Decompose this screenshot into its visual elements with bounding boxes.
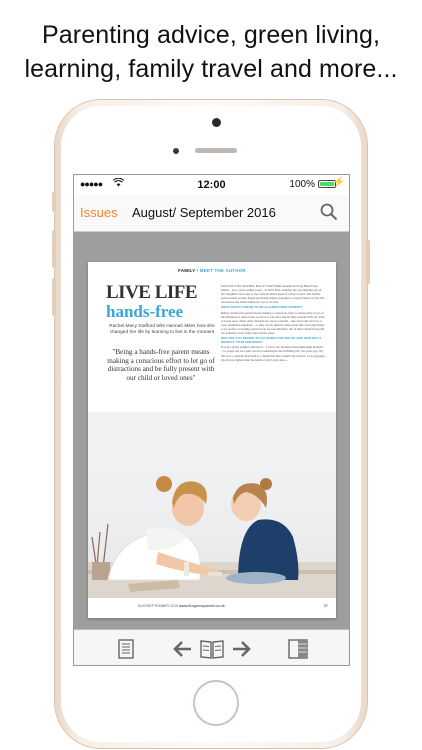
home-button[interactable] — [193, 680, 239, 726]
open-book-icon[interactable] — [200, 639, 224, 659]
promo-headline — [0, 18, 422, 86]
issue-title: August/ September 2016 — [132, 205, 276, 220]
battery-percentage: 100% — [289, 179, 315, 190]
app-screen — [73, 174, 350, 666]
volume-down-button — [52, 278, 56, 316]
page-footer-date: AUG/SEPTEMBER 2016 www.thegreenparent.co.uk — [138, 604, 225, 608]
section-label: FAMILY / MEET THE AUTHOR — [178, 268, 246, 273]
article-title-line1: LIVE LIFE — [106, 282, 198, 303]
status-bar — [74, 175, 349, 195]
mute-switch — [52, 192, 56, 212]
promo-headline-line1: Parenting advice, green living, — [41, 21, 381, 49]
question-heading: WHAT DOES IT MEAN TO BE A HANDS-FREE PARENT? — [221, 305, 303, 310]
signal-strength: ●●●●● — [80, 179, 103, 189]
contents-icon[interactable] — [118, 639, 134, 659]
forward-arrow-icon[interactable] — [232, 640, 252, 660]
power-button — [366, 240, 370, 284]
earpiece-speaker — [195, 148, 237, 153]
volume-up-button — [52, 230, 56, 268]
question-heading: WHY DID YOU DECIDE TO GO DOWN THIS ROUTE AND HOW DID IT BENEFIT YOUR CHILDREN? — [221, 336, 322, 345]
article-byline: Rachel Macy Stafford tells Hannah Miles how she changed her life by learning to live in the moment — [109, 324, 215, 335]
page-view-icon[interactable] — [288, 639, 308, 659]
answer-paragraph: It took a pretty painful realisation – 'I will it my breakdown-breakthrough moment' – to propel me on a path toward a meaningful and fulfilling life. Six years ago, my life was a constant mad dash to a finish line that couldn't be reached. I was gripping my devices tighter than the hands of my loved ones. » — [221, 345, 325, 362]
status-time: 12:00 — [197, 179, 226, 191]
article-body — [221, 284, 325, 363]
page-viewer[interactable] — [74, 232, 349, 629]
answer-paragraph: Being a hands-free parent means making a conscious effort to temporarily let go of the hundreds of distractions we have in our lives and be fully present with our child or loved ones. These daily distractions can be external – like electronic devices or overcommitted schedules – or they can be internal distractions like worrying things to be perfect or beating ourselves up for past mistakes. All of these distractions pull our attention away from what matters most. — [221, 310, 325, 336]
issues-button[interactable]: Issues — [80, 205, 118, 220]
proximity-sensor — [173, 148, 179, 154]
front-camera — [212, 118, 221, 127]
search-icon[interactable] — [319, 202, 339, 222]
intro-paragraph: MUM-OF-TWO RACHEL MACY STAFFORD founded her blog Hands Free Mama – now a best-selling book – in 2010 after realising she was missing out on her daughters' lives due to the constant distractions of today's world. The former special needs teacher began practising simple strategies to regain balance in her life and ensure she made memories, not to-do lists. — [221, 284, 325, 305]
page-number: 37 — [323, 603, 328, 608]
charging-icon: ⚡ — [332, 177, 345, 188]
reader-toolbar — [74, 629, 349, 666]
promo-headline-line2: learning, family travel and more... — [24, 55, 398, 83]
article-title-line2: hands-free — [106, 302, 184, 321]
mother-daughter-photo — [88, 412, 336, 598]
pull-quote: "Being a hands-free parent means making a conscious effort to let go of distractions and be fully present with our child or loved ones" — [107, 348, 215, 382]
back-arrow-icon[interactable] — [172, 640, 192, 660]
magazine-page[interactable] — [88, 262, 336, 618]
navigation-bar — [74, 195, 349, 232]
